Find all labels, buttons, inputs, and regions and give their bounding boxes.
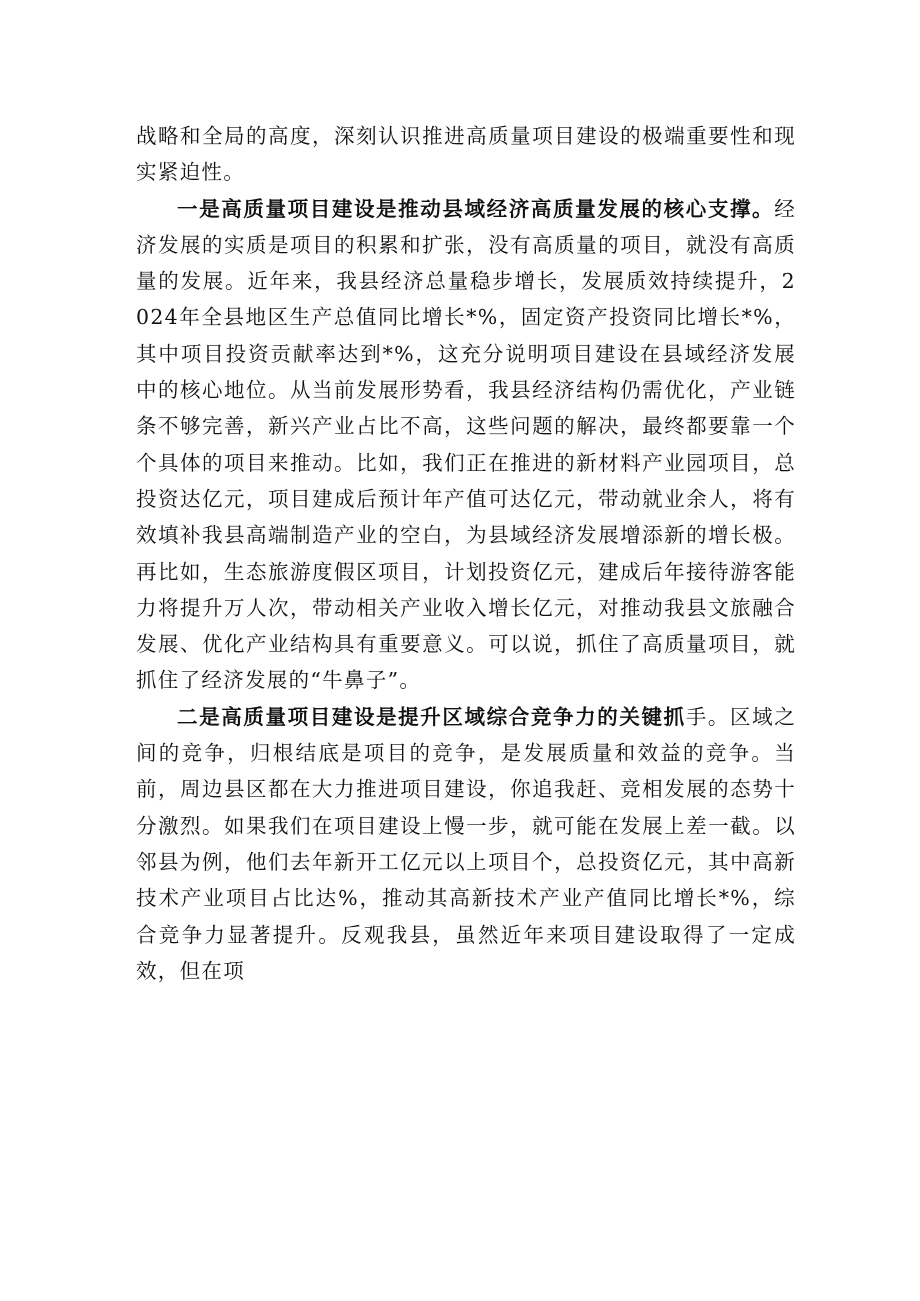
paragraph-competitiveness <box>136 699 796 989</box>
document-page <box>136 118 796 989</box>
paragraph-core-support <box>136 191 796 699</box>
paragraph-2-body: 经济发展的实质是项目的积累和扩张，没有高质量的项目，就没有高质量的发展。近年来，我县经济总量稳步增长，发展质效持续提升，2024年全县地区生产总值同比增长*%，固定资产投资同比增长*%，其中项目投资贡献率达到*%，这充分说明项目建设在县域经济发展中的核心地位。从当前发展形势看，我县经济结构仍需优化，产业链条不够完善，新兴产业占比不高，这些问题的解决，最终都要靠一个个具体的项目来推动。比如，我们正在推进的新材料产业园项目，总投资达亿元，项目建成后预计年产值可达亿元，带动就业余人，将有效填补我县高端制造产业的空白，为县域经济发展增添新的增长极。再比如，生态旅游度假区项目，计划投资亿元，建成后年接待游客能力将提升万人次，带动相关产业收入增长亿元，对推动我县文旅融合发展、优化产业结构具有重要意义。可以说，抓住了高质量项目，就抓住了经济发展的“牛鼻子”。 <box>136 196 796 693</box>
paragraph-3-body: 手。区域之间的竞争，归根结底是项目的竞争，是发展质量和效益的竞争。当前，周边县区都在大力推进项目建设，你追我赶、竞相发展的态势十分激烈。如果我们在项目建设上慢一步，就可能在发展上差一截。以邻县为例，他们去年新开工亿元以上项目个，总投资亿元，其中高新技术产业项目占比达%，推动其高新技术产业产值同比增长*%，综合竞争力显著提升。反观我县，虽然近年来项目建设取得了一定成效，但在项 <box>136 704 797 983</box>
paragraph-2-heading: 一是高质量项目建设是推动县域经济高质量发展的核心支撑。 <box>177 196 775 221</box>
paragraph-1-body: 战略和全局的高度，深刻认识推进高质量项目建设的极端重要性和现实紧迫性。 <box>136 124 796 185</box>
paragraph-3-heading: 二是高质量项目建设是提升区域综合竞争力的关键抓 <box>177 704 686 729</box>
paragraph-intro-continuation <box>136 118 796 191</box>
